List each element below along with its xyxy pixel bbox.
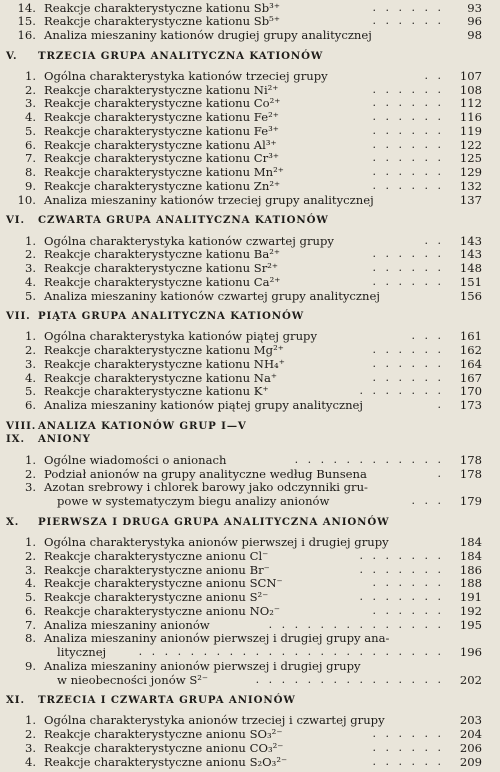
page-number: 143 — [459, 233, 482, 248]
entry-number: 16. — [17, 28, 36, 42]
entry-text: Analiza mieszaniny kationów piątej grupy analitycznej — [44, 398, 363, 413]
toc-entry — [0, 179, 500, 193]
entry-text: Analiza mieszaniny kationów trzeciej grupy analitycznej — [44, 192, 374, 207]
page-number: 196 — [459, 645, 482, 659]
entry-number: 6. — [24, 398, 36, 413]
toc-entry — [0, 14, 500, 28]
page-number: 156 — [459, 288, 482, 303]
dot-leader: . . . . . . . — [359, 548, 444, 562]
entry-number: 4. — [24, 754, 36, 769]
toc-entry — [0, 480, 500, 494]
page-number: 129 — [459, 165, 482, 180]
dot-leader: . . . . . . — [372, 274, 444, 288]
dot-leader: . . . . . . . . . . . . — [294, 452, 444, 466]
entry-number: 6. — [24, 603, 36, 618]
section-heading — [0, 49, 500, 63]
page-number: 179 — [459, 494, 482, 509]
toc-entry — [0, 138, 500, 152]
entry-text: Reakcje charakterystyczne anionu Br⁻ — [44, 562, 270, 577]
section-heading — [0, 693, 500, 707]
entry-text: w nieobecności jonów S²⁻ — [57, 672, 209, 687]
entry-text: Reakcje charakterystyczne anionu CO₃²⁻ — [44, 740, 284, 755]
section-title: CZWARTA GRUPA ANALITYCZNA KATIONÓW — [38, 214, 329, 227]
entry-text: Ogólna charakterystyka anionów pierwszej i drugiej grupy — [44, 535, 389, 549]
page-number: 164 — [459, 356, 482, 371]
toc-entry — [0, 384, 500, 398]
page-number: 204 — [459, 727, 482, 742]
entry-number: 2. — [24, 727, 36, 742]
page-number: 151 — [459, 274, 482, 289]
page-number: 184 — [459, 548, 482, 563]
page-number: 108 — [459, 82, 482, 97]
entry-text: Reakcje charakterystyczne kationu Sb⁵⁺ — [44, 14, 280, 29]
toc-entry — [0, 631, 500, 645]
toc-entry-continuation — [0, 645, 500, 659]
section-title: PIĄTA GRUPA ANALITYCZNA KATIONÓW — [38, 310, 305, 322]
entry-number: 2. — [24, 548, 36, 563]
entry-number: 3. — [24, 740, 36, 755]
page-number: 170 — [459, 384, 482, 399]
page-number: 202 — [459, 672, 482, 687]
section-number: V. — [6, 49, 18, 62]
entry-text: Analiza mieszaniny anionów pierwszej i drugiej grupy — [44, 658, 361, 673]
entry-text: Reakcje charakterystyczne kationu Mn²⁺ — [44, 165, 284, 180]
entry-number: 2. — [24, 82, 36, 97]
entry-number: 1. — [24, 329, 36, 344]
entry-text: Reakcje charakterystyczne kationu Na⁺ — [44, 370, 277, 385]
page-number: 186 — [459, 562, 482, 577]
entry-number: 9. — [24, 178, 36, 193]
toc-entry-continuation — [0, 673, 500, 687]
dot-leader: . . . . . . . . . . . . . . . — [255, 672, 444, 686]
dot-leader: . . . . . . — [372, 82, 444, 96]
entry-text: Reakcje charakterystyczne kationu Ni²⁺ — [44, 82, 279, 97]
dot-leader: . — [437, 466, 444, 480]
toc-entry — [0, 329, 500, 343]
entry-text: Reakcje charakterystyczne kationu Sr²⁺ — [44, 261, 279, 275]
dot-leader: . . . . . . — [372, 576, 444, 590]
dot-leader: . . . . . . — [372, 740, 444, 754]
section-number: IX. — [6, 433, 25, 446]
entry-text: powe w systematyczym biegu analizy anionów — [57, 494, 330, 509]
section-title: ANIONY — [38, 433, 91, 446]
entry-number: 2. — [24, 343, 36, 358]
toc-entry — [0, 549, 500, 563]
toc-entry — [0, 124, 500, 138]
page-number: 132 — [459, 178, 482, 193]
entry-number: 4. — [24, 110, 36, 125]
entry-text: litycznej — [57, 645, 107, 659]
dot-leader: . . . . . . — [372, 110, 444, 124]
entry-number: 5. — [24, 590, 36, 604]
entry-number: 15. — [17, 14, 36, 29]
entry-number: 10. — [17, 192, 36, 207]
section-title: TRZECIA GRUPA ANALITYCZNA KATIONÓW — [38, 49, 324, 62]
section-heading — [0, 432, 500, 446]
entry-text: Reakcje charakterystyczne anionu S²⁻ — [44, 590, 269, 604]
section-title: TRZECIA I CZWARTA GRUPA ANIONÓW — [38, 694, 296, 706]
entry-text: Reakcje charakterystyczne anionu SO₃²⁻ — [44, 727, 283, 742]
dot-leader: . . . . . . — [372, 603, 444, 617]
toc-entry — [0, 247, 500, 261]
page-number: 96 — [467, 14, 482, 29]
page-number: 191 — [459, 590, 482, 604]
dot-leader: . . . . . . . — [359, 384, 444, 398]
toc-entry — [0, 453, 500, 467]
dot-leader: . . . . . . — [372, 261, 444, 274]
toc-entry — [0, 604, 500, 618]
entry-number: 8. — [24, 631, 36, 646]
page-number: 173 — [459, 398, 482, 413]
dot-leader: . . . . . . — [372, 151, 444, 165]
page-number: 188 — [459, 576, 482, 591]
dot-leader: . . . — [411, 329, 444, 343]
toc-entry — [0, 755, 500, 769]
section-heading — [0, 309, 500, 323]
toc-entry — [0, 535, 500, 549]
entry-number: 8. — [24, 165, 36, 180]
toc-entry — [0, 618, 500, 632]
entry-number: 3. — [24, 261, 36, 275]
entry-number: 1. — [24, 452, 36, 467]
entry-number: 1. — [24, 233, 36, 248]
toc-entry — [0, 371, 500, 385]
entry-number: 7. — [24, 617, 36, 632]
entry-text: Reakcje charakterystyczne kationu Zn²⁺ — [44, 178, 281, 193]
entry-text: Analiza mieszaniny kationów czwartej grupy analitycznej — [44, 288, 380, 303]
entry-number: 5. — [24, 123, 36, 138]
entry-text: Ogólne wiadomości o anionach — [44, 452, 227, 467]
entry-text: Reakcje charakterystyczne kationu Fe³⁺ — [44, 123, 279, 138]
section-number: XI. — [6, 694, 25, 706]
section-title: PIERWSZA I DRUGA GRUPA ANALITYCZNA ANIONÓW — [38, 515, 390, 528]
entry-text: Analiza mieszaniny anionów pierwszej i drugiej grupy ana- — [44, 631, 390, 646]
page-number: 178 — [459, 452, 482, 467]
entry-text: Reakcje charakterystyczne kationu Ba²⁺ — [44, 247, 281, 262]
toc-entry — [0, 234, 500, 248]
entry-number: 1. — [24, 68, 36, 83]
entry-number: 1. — [24, 535, 36, 549]
entry-text: Reakcje charakterystyczne anionu SCN⁻ — [44, 576, 283, 591]
dot-leader: . . . . . . — [372, 247, 444, 261]
entry-text: Reakcje charakterystyczne anionu Cl⁻ — [44, 548, 269, 563]
toc-entry — [0, 165, 500, 179]
entry-text: Reakcje charakterystyczne anionu S₂O₃²⁻ — [44, 754, 288, 769]
toc-entry — [0, 96, 500, 110]
entry-text: Podział anionów na grupy analityczne według Bunsena — [44, 466, 367, 481]
entry-number: 4. — [24, 370, 36, 385]
entry-text: Azotan srebrowy i chlorek barowy jako odczynniki gru- — [44, 480, 368, 495]
page-number: 203 — [459, 713, 482, 728]
page-number: 98 — [467, 28, 482, 42]
entry-text: Reakcje charakterystyczne kationu Co²⁺ — [44, 96, 281, 111]
dot-leader: . . . . . . — [372, 165, 444, 179]
dot-leader: . . . . . . — [372, 178, 444, 192]
entry-number: 1. — [24, 713, 36, 728]
page-number: 209 — [459, 754, 482, 769]
section-title: ANALIZA KATIONÓW GRUP I—V — [38, 419, 247, 432]
entry-number: 6. — [24, 137, 36, 152]
section-number: VIII. — [6, 419, 37, 432]
page-number: 162 — [459, 343, 482, 358]
entry-number: 9. — [24, 658, 36, 673]
entry-number: 14. — [17, 0, 36, 15]
toc-entry — [0, 741, 500, 755]
entry-text: Ogólna charakterystyka anionów trzeciej i czwartej grupy — [44, 713, 385, 728]
page-number: 122 — [459, 137, 482, 152]
page-number: 93 — [467, 0, 482, 15]
page-number: 167 — [459, 370, 482, 385]
page-number: 161 — [459, 329, 482, 344]
entry-text: Reakcje charakterystyczne kationu K⁺ — [44, 384, 269, 399]
page-number: 192 — [459, 603, 482, 618]
section-heading — [0, 419, 500, 433]
dot-leader: . . . . . . — [372, 727, 444, 741]
toc-entry — [0, 69, 500, 83]
toc-entry — [0, 659, 500, 673]
toc-entry — [0, 28, 500, 42]
dot-leader: . . . . . . — [372, 356, 444, 370]
entry-text: Reakcje charakterystyczne kationu Mg²⁺ — [44, 343, 284, 358]
toc-entry — [0, 110, 500, 124]
toc-entry — [0, 343, 500, 357]
toc-entry — [0, 1, 500, 15]
entry-text: Ogólna charakterystyka kationów czwartej grupy — [44, 233, 334, 248]
entry-text: Reakcje charakterystyczne kationu Sb³⁺ — [44, 0, 280, 15]
dot-leader: . . . . . . — [372, 96, 444, 110]
page-number: 195 — [459, 617, 482, 632]
page-number: 107 — [459, 68, 482, 83]
dot-leader: . . . . . . — [372, 123, 444, 137]
toc-entry — [0, 261, 500, 275]
toc-entry — [0, 467, 500, 481]
entry-text: Analiza mieszaniny anionów — [44, 617, 210, 632]
dot-leader: . . . . . . — [372, 137, 444, 151]
entry-number: 3. — [24, 356, 36, 371]
entry-number: 7. — [24, 151, 36, 166]
entry-number: 5. — [24, 288, 36, 303]
page-number: 112 — [459, 96, 482, 111]
entry-text: Reakcje charakterystyczne anionu NO₂⁻ — [44, 603, 281, 618]
page-number: 206 — [459, 740, 482, 755]
toc-entry — [0, 576, 500, 590]
toc-entry — [0, 193, 500, 207]
dot-leader: . . . . . . . — [359, 590, 444, 603]
page-number: 148 — [459, 261, 482, 275]
toc-entry — [0, 563, 500, 577]
toc-entry-continuation — [0, 494, 500, 508]
entry-text: Analiza mieszaniny kationów drugiej grupy analitycznej — [44, 28, 372, 42]
dot-leader: . . . . . . — [372, 370, 444, 384]
entry-number: 4. — [24, 576, 36, 591]
entry-text: Reakcje charakterystyczne kationu Fe²⁺ — [44, 110, 279, 125]
entry-number: 2. — [24, 247, 36, 262]
dot-leader: . . — [424, 68, 444, 82]
dot-leader: . . . . . . — [372, 754, 444, 768]
entry-text: Reakcje charakterystyczne kationu Cr³⁺ — [44, 151, 279, 166]
entry-text: Reakcje charakterystyczne kationu Ca²⁺ — [44, 274, 281, 289]
entry-number: 3. — [24, 480, 36, 495]
entry-number: 5. — [24, 384, 36, 399]
entry-number: 2. — [24, 466, 36, 481]
dot-leader: . . . . . . — [372, 14, 444, 28]
section-number: VI. — [6, 214, 25, 227]
toc-entry — [0, 83, 500, 97]
entry-number: 3. — [24, 96, 36, 111]
toc-entry — [0, 590, 500, 604]
page-number: 119 — [459, 123, 482, 138]
toc-entry — [0, 289, 500, 303]
page-number: 116 — [459, 110, 482, 125]
dot-leader: . . . . . . . — [359, 562, 444, 576]
toc-entry — [0, 151, 500, 165]
dot-leader: . . . . . . . . . . . . . . — [268, 617, 444, 631]
dot-leader: . . . . . . — [372, 0, 444, 14]
dot-leader: . . . . . . . . . . . . . . . . . . . . . . . . — [138, 645, 444, 658]
entry-text: Ogólna charakterystyka kationów trzeciej grupy — [44, 68, 328, 83]
dot-leader: . . . . . . — [372, 343, 444, 357]
toc-entry — [0, 713, 500, 727]
entry-text: Reakcje charakterystyczne kationu Al³⁺ — [44, 137, 277, 152]
section-heading — [0, 213, 500, 227]
page-number: 178 — [459, 466, 482, 481]
toc-entry — [0, 727, 500, 741]
section-heading — [0, 515, 500, 529]
page-number: 143 — [459, 247, 482, 262]
entry-number: 3. — [24, 562, 36, 577]
dot-leader: . — [437, 398, 444, 412]
entry-text: Reakcje charakterystyczne kationu NH₄⁺ — [44, 356, 285, 371]
entry-text: Ogólna charakterystyka kationów piątej grupy — [44, 329, 318, 344]
page-number: 137 — [459, 192, 482, 207]
toc-entry — [0, 357, 500, 371]
page-number: 125 — [459, 151, 482, 166]
toc-entry — [0, 275, 500, 289]
page-number: 184 — [459, 535, 482, 549]
entry-number: 4. — [24, 274, 36, 289]
dot-leader: . . — [424, 233, 444, 247]
section-number: VII. — [6, 310, 31, 322]
section-number: X. — [6, 515, 20, 528]
toc-entry — [0, 398, 500, 412]
dot-leader: . . . — [411, 494, 444, 508]
